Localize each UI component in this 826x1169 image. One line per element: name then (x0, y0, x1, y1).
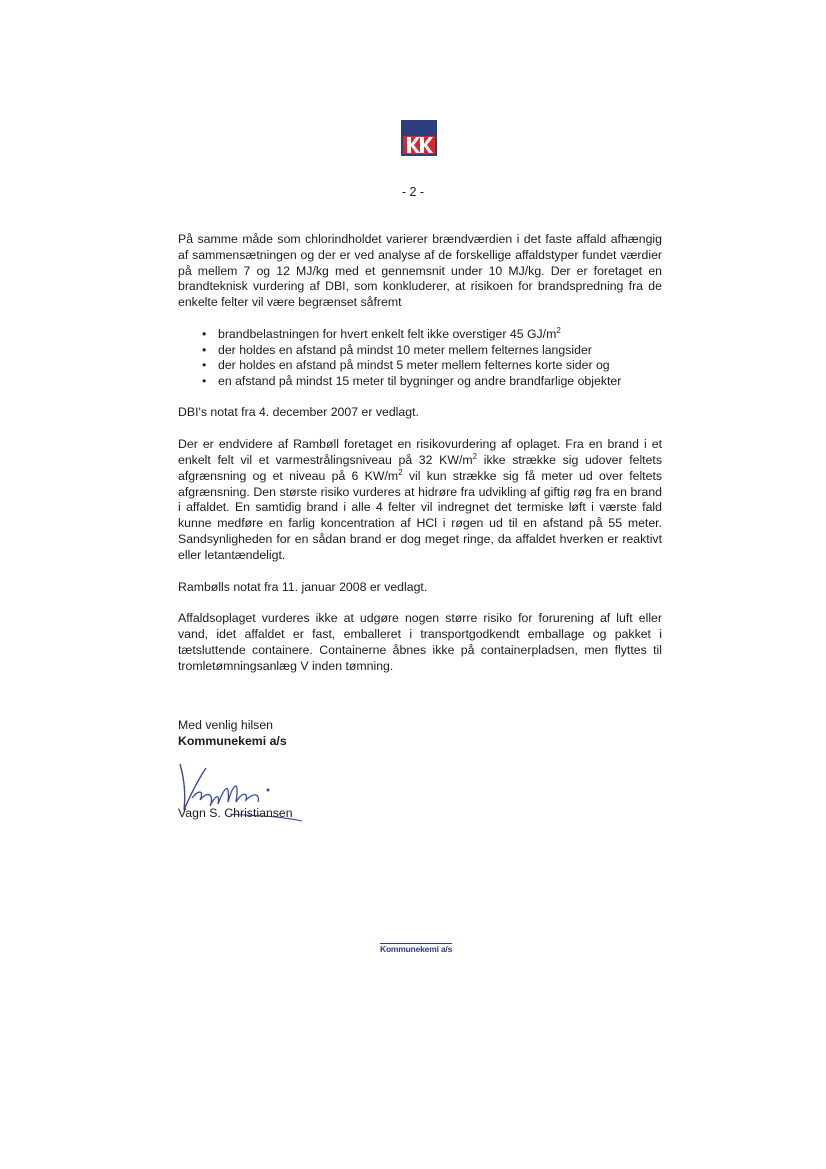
greeting: Med venlig hilsen (178, 718, 274, 732)
sender-company: Kommunekemi a/s (178, 734, 287, 748)
paragraph-ramboll-note: Rambølls notat fra 11. januar 2008 er vedlagt. (178, 579, 428, 594)
bullet-icon: • (202, 342, 207, 357)
letter-body (178, 232, 662, 675)
bullet-icon: • (202, 358, 207, 373)
company-logo (401, 120, 437, 156)
fire-conditions-list (178, 327, 662, 389)
bullet-icon: • (202, 326, 207, 341)
paragraph-dbi-note: DBI's notat fra 4. december 2007 er vedlagt. (178, 405, 419, 420)
list-item: • der holdes en afstand på mindst 10 meter mellem felternes langsider (202, 342, 592, 357)
page-number: - 2 - (401, 185, 425, 199)
signer-name: Vagn S. Christiansen (178, 806, 293, 820)
list-item: • en afstand på mindst 15 meter til bygninger og andre brandfarlige objekter (202, 373, 622, 388)
paragraph-calorific-value: På samme måde som chlorindholdet varierer brændværdien i det faste affald afhængig af sammensætningen og der er ved analyse af de forskellige affaldstyper fundet værdier på mellem 7 og 12 MJ/kg med et gennemsnit under 10 MJ/kg. Der er foretaget en brandteknisk vurdering af DBI, som konkluderer, at risikoen for brandspredning fra de enkelte felter vil være begrænset såfremt (178, 232, 662, 310)
paragraph-pollution-risk: Affaldsoplaget vurderes ikke at udgøre nogen større risiko for forurening af luft eller vand, idet affaldet er fast, emballeret i transportgodkendt emballage og pakket i tætsluttende containere. Containerne åbnes ikke på containerpladsen, men flyttes til tromletømningsanlæg V inden tømning. (178, 611, 662, 673)
list-item: • der holdes en afstand på mindst 5 meter mellem felternes korte sider og (202, 358, 610, 373)
paragraph-risk-assessment: Der er endvidere af Rambøll foretaget en risikovurdering af oplaget. Fra en brand i et enkelt felt vil et varmestrålingsniveau på 32 $KW/m^2$ ikke strække sig udover feltets afgrænsning og et niveau på 6 $KW/m^2$ vil kun strække sig få meter ud over feltets afgrænsning. Den største risiko vurderes at hidrøre fra udvikling af giftig røg fra en brand i affaldet. En samtidig brand i alle 4 felter vil indregnet det termiske løft i værste fald kunne medføre en farlig koncentration af HCl i røgen ud til en afstand på 55 meter. Sandsynligheden for en sådan brand er dog meget ringe, da affaldet hverken er reaktivt eller letantændeligt. (178, 437, 663, 562)
list-item: • brandbelastningen for hvert enkelt felt ikke overstiger 45 $GJ/m^2$ (202, 325, 561, 341)
bullet-icon: • (202, 373, 207, 388)
footer-company: Kommunekemi a/s (380, 944, 453, 954)
closing-block (178, 717, 287, 749)
